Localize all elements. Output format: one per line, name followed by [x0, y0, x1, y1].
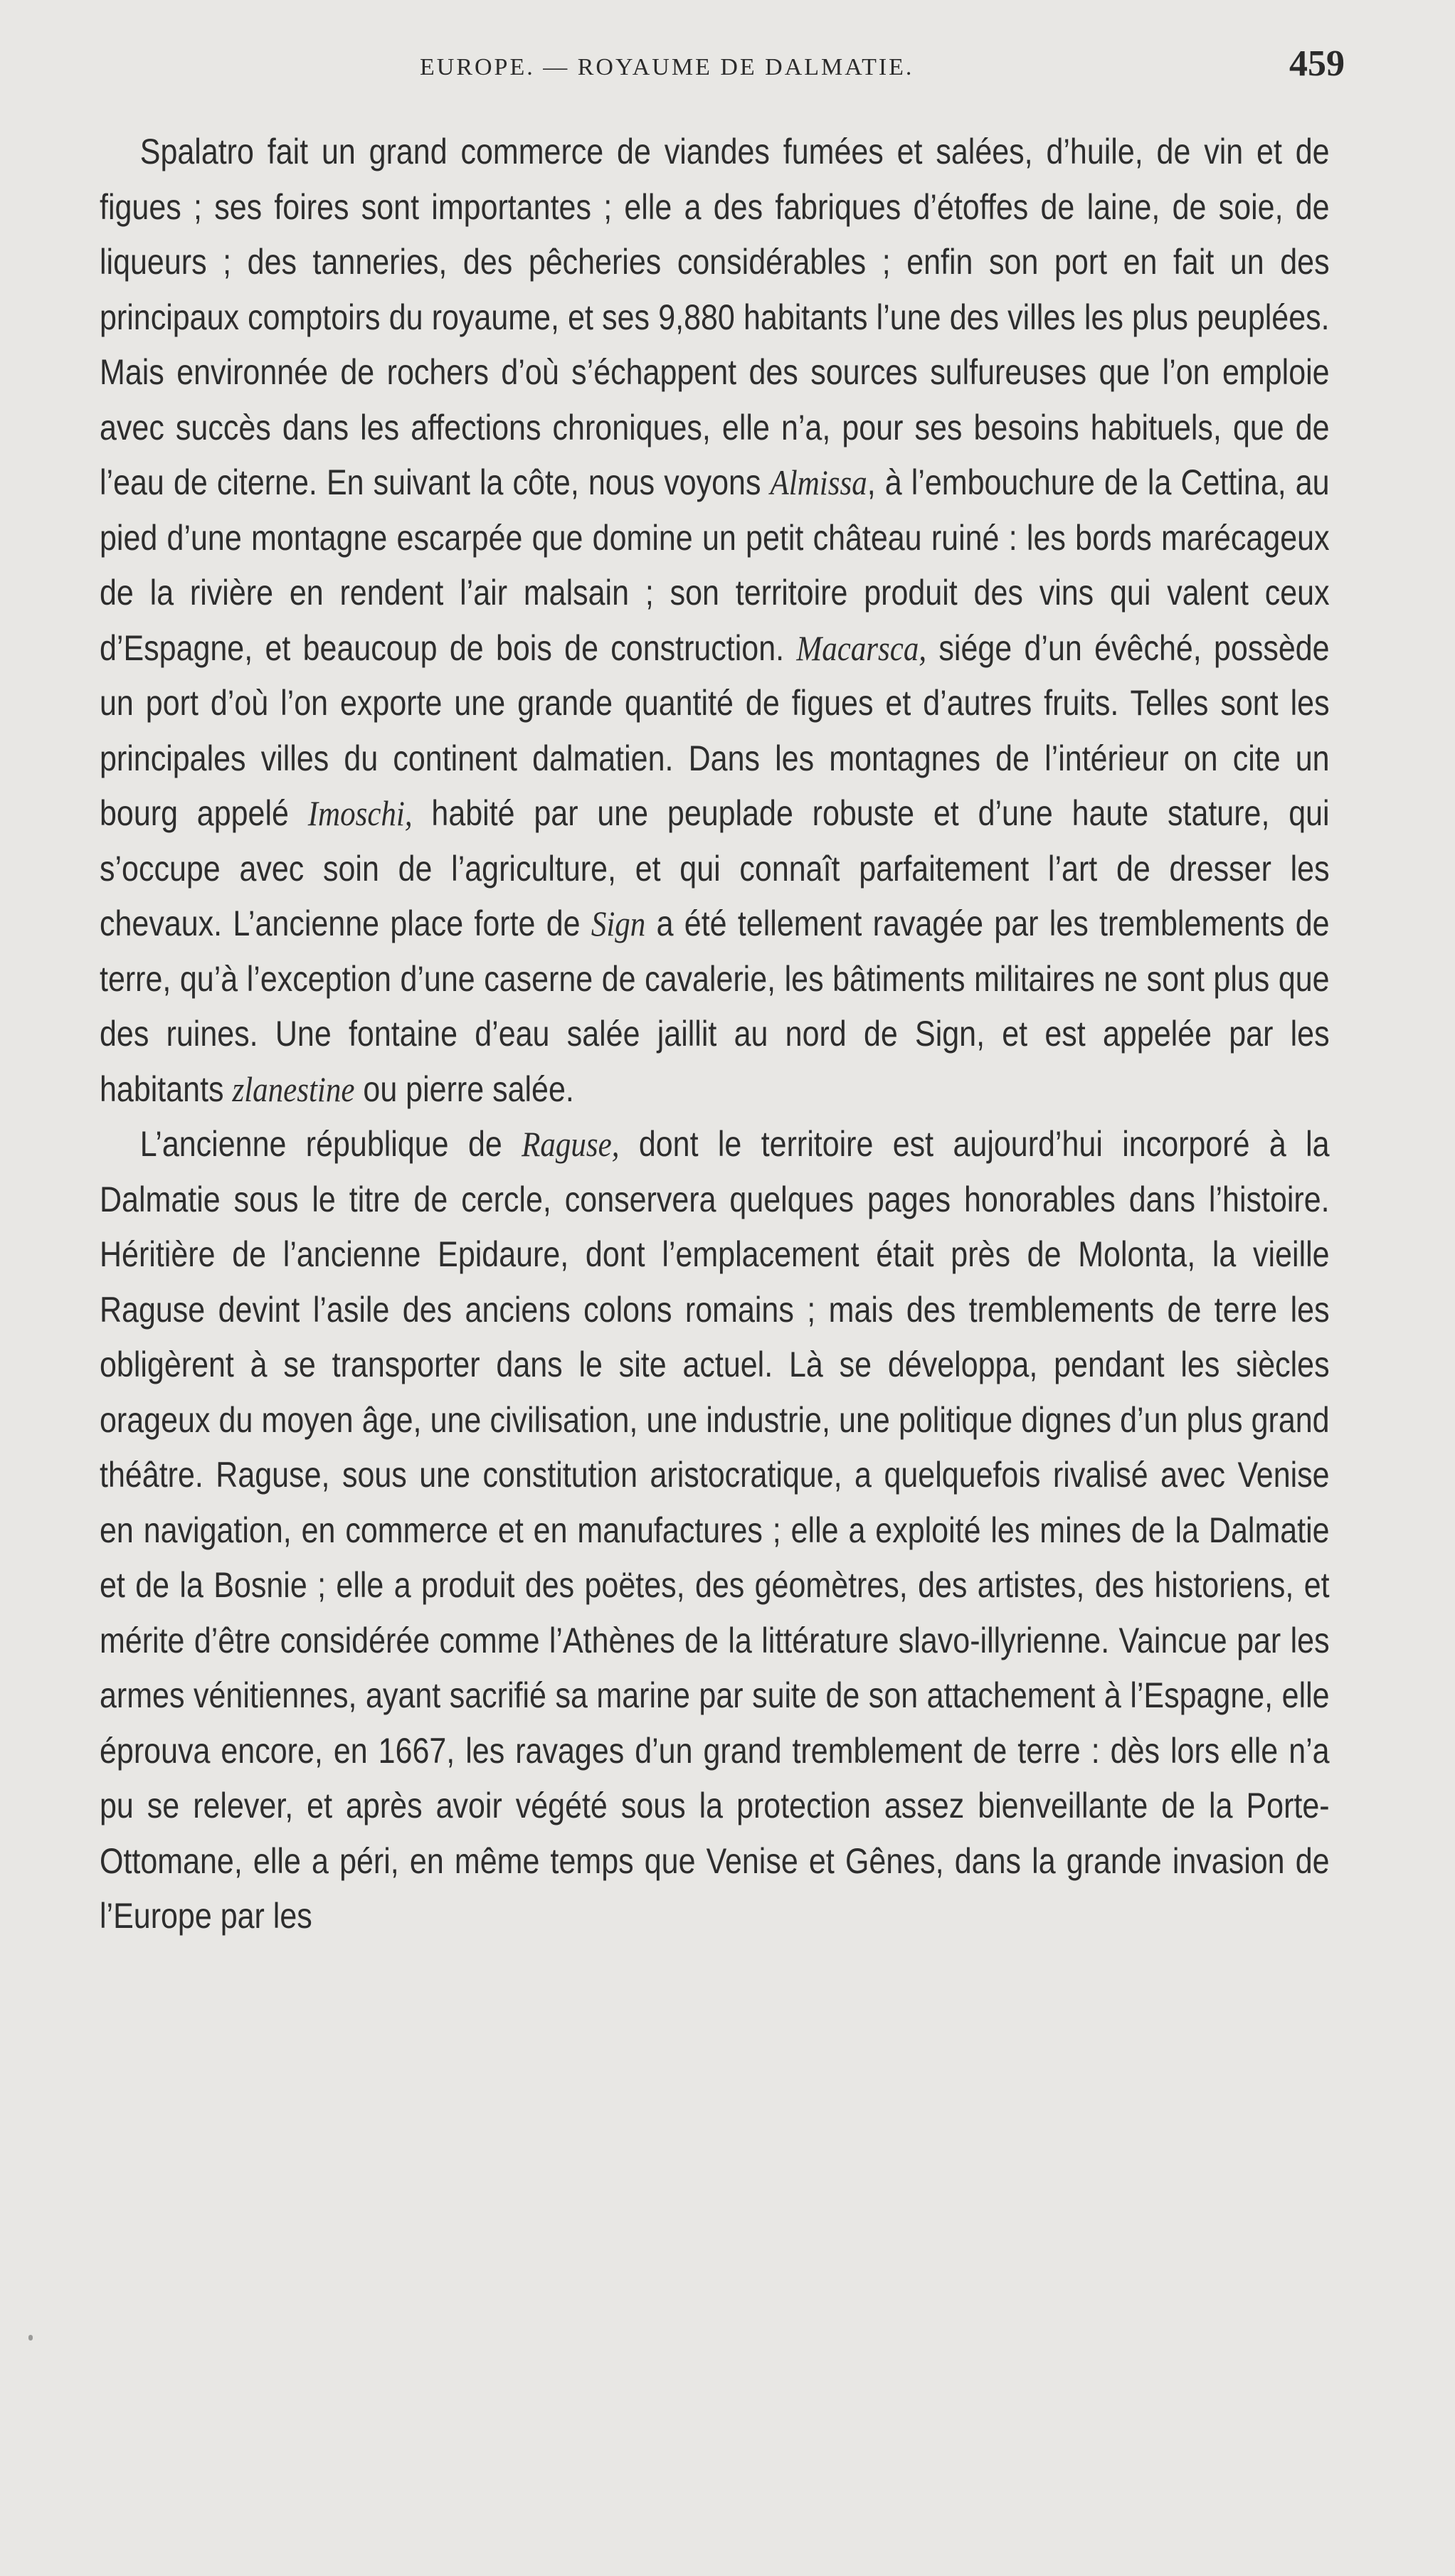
page-number: 459 [1289, 43, 1345, 84]
text-run: habité par une peuplade robuste et d’une haute stature, qui s’occupe avec soin de l’agriculture, et qui connaît parfaitement l’art de dresser les chevaux. L’ancienne place forte de [100, 793, 1330, 943]
body-text [100, 124, 1330, 1944]
text-run: siége d’un évêché, possède un port d’où l’on exporte une grande quantité de figues et d’autres fruits. Telles sont les principales villes du continent dalmatien. Dans les montagnes de l’intérieur on cite un bourg appelé [100, 627, 1330, 833]
term-zlanestine: zlanestine [232, 1069, 355, 1109]
text-run: Spalatro fait un grand commerce de viandes fumées et salées, d’huile, de vin et de figues ; ses foires sont importantes ; elle a des fabriques d’étoffes de laine, de soie, de liqueurs ; des tanneries, des pêcheries considérables ; enfin son port en fait un des principaux comptoirs du royaume, et ses 9,880 habitants l’une des villes les plus peuplées. Mais environnée de rochers d’où s’échappent des sources sulfureuses que l’on emploie avec succès dans les affections chroniques, elle n’a, pour ses besoins habituels, que de l’eau de citerne. En suivant la côte, nous voyons [100, 132, 1330, 502]
place-name-almissa: Almissa [770, 462, 867, 502]
text-run: ou pierre salée. [354, 1069, 574, 1109]
text-run: a été tellement ravagée par les tremblements de terre, qu’à l’exception d’une caserne de cavalerie, les bâtiments militaires ne sont plus que des ruines. Une fontaine d’eau salée jaillit au nord de Sign, et est appelée par les habitants [100, 903, 1330, 1109]
text-run: L’ancienne république de [139, 1124, 522, 1164]
paragraph-raguse [100, 1117, 1330, 1944]
place-name-macarsca: Macarsca, [796, 627, 927, 668]
text-run: , à l’embouchure de la Cettina, au pied d’une montagne escarpée que domine un petit château ruiné : les bords marécageux de la rivière en rendent l’air malsain ; son territoire produit des vins qui valent ceux d’Espagne, et beaucoup de bois de construction. [100, 462, 1330, 668]
place-name-sign: Sign [591, 903, 646, 943]
paragraph-spalatro [100, 124, 1330, 1117]
page-header [420, 37, 1345, 101]
margin-speck [28, 2335, 33, 2341]
running-head: EUROPE. — ROYAUME DE DALMATIE. [420, 54, 914, 80]
place-name-imoschi: Imoschi, [307, 793, 413, 833]
text-run: dont le territoire est aujourd’hui incorporé à la Dalmatie sous le titre de cercle, conservera quelques pages honorables dans l’histoire. Héritière de l’ancienne Epidaure, dont l’emplacement était près de Molonta, la vieille Raguse devint l’asile des anciens colons romains ; mais des tremblements de terre les obligèrent à se transporter dans le site actuel. Là se développa, pendant les siècles orageux du moyen âge, une civilisation, une industrie, une politique dignes d’un plus grand théâtre. Raguse, sous une constitution aristocratique, a quelquefois rivalisé avec Venise en navigation, en commerce et en manufactures ; elle a exploité les mines de la Dalmatie et de la Bosnie ; elle a produit des poëtes, des géomètres, des artistes, des historiens, et mérite d’être considérée comme l’Athènes de la littérature slavo-illyrienne. Vaincue par les armes vénitiennes, ayant sacrifié sa marine par suite de son attachement à l’Espagne, elle éprouva encore, en 1667, les ravages d’un grand tremblement de terre : dès lors elle n’a pu se relever, et après avoir végété sous la protection assez bienveillante de la Porte-Ottomane, elle a péri, en même temps que Venise et Gênes, dans la grande invasion de l’Europe par les [100, 1124, 1330, 1936]
place-name-raguse: Raguse, [522, 1124, 620, 1164]
